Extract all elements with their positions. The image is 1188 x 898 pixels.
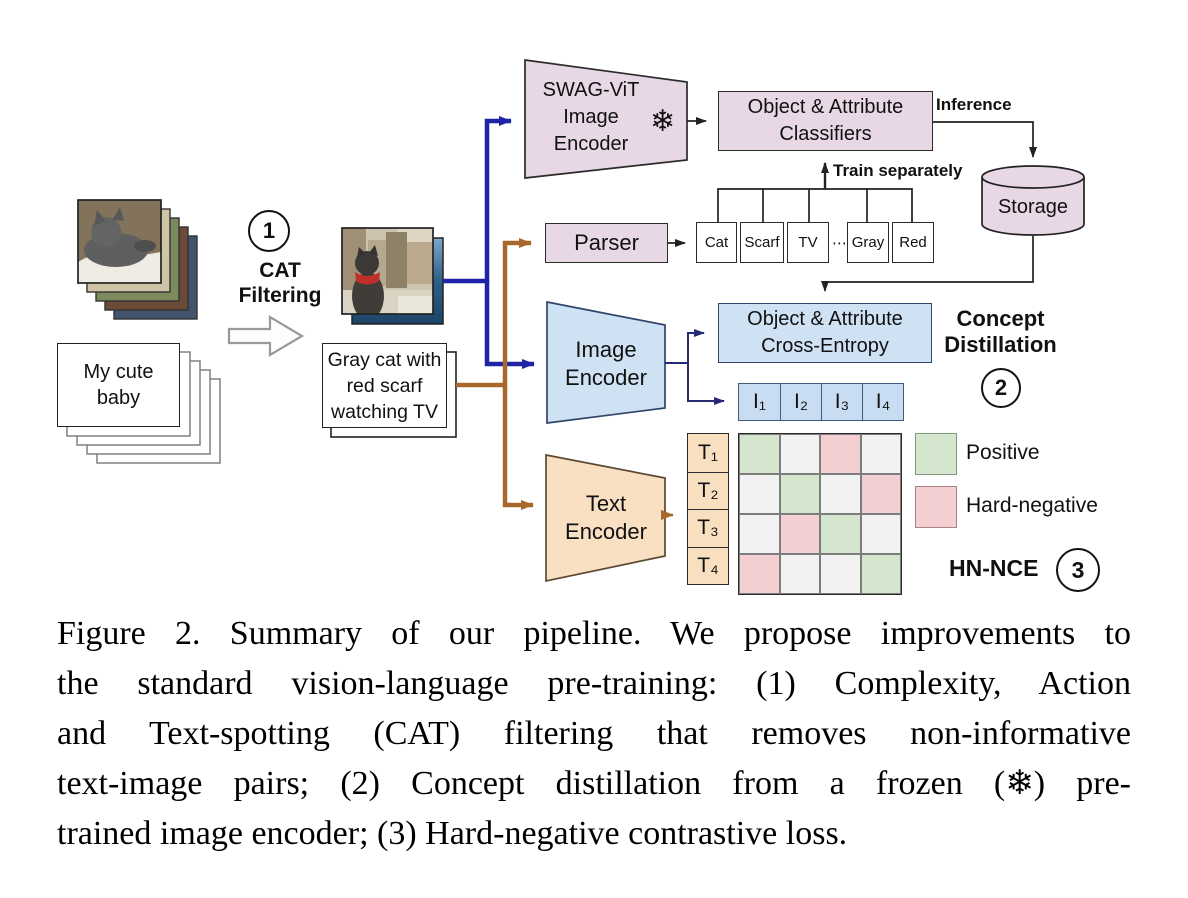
filtered-caption-line3: watching TV [331,400,438,423]
image-embedding-cell: I₄ [862,384,903,420]
text-encoder-line2: Encoder [565,519,647,544]
cross-entropy-line1: Object & Attribute [747,308,903,330]
storage-label: Storage [997,196,1069,218]
hard-negative-label: Hard-negative [966,494,1098,517]
matrix-cell-hard-negative [820,434,861,474]
matrix-cell [739,514,780,554]
step-1-badge [248,210,290,252]
image-embedding-cell: I₃ [821,384,862,420]
image-embedding-cell: I₁ [753,390,766,413]
filter-arrow-icon [229,317,302,355]
filtered-image-stack [342,228,443,324]
filtered-caption-card [322,343,447,428]
image-embedding-connectors [665,333,724,401]
input-text-line2: baby [96,387,141,409]
hn-nce-label: HN-NCE [949,555,1039,581]
matrix-cell [780,554,821,594]
swag-vit-encoder-label [527,77,655,158]
concept-chip: TV [787,222,829,263]
concept-chips-row [696,222,934,263]
caption-line: trained image encoder; (3) Hard-negative contrastive loss. [57,815,848,852]
input-text-line1: My cute [83,361,154,383]
cat-filtering-line2: Filtering [238,284,322,307]
concept-distillation-line1: Concept [956,306,1045,331]
text-encoder-label [547,490,665,546]
classifiers-line2: Classifiers [779,123,872,145]
cat-filtering-line1: CAT [259,259,301,282]
concept-distillation-line2: Distillation [944,332,1057,357]
concept-chip: Scarf [740,222,784,263]
matrix-cell-hard-negative [739,554,780,594]
matrix-cell [820,474,861,514]
similarity-matrix [738,433,902,595]
swag-line1: SWAG-ViT [542,79,640,101]
matrix-cell-positive [861,554,902,594]
text-encoder-line1: Text [585,491,627,516]
cat-filtering-label [230,258,330,308]
image-embeddings-row [738,383,904,421]
cat-photo [78,200,161,283]
filtered-caption-line1: Gray cat with [327,348,442,371]
image-embedding-cell: I₂ [780,384,821,420]
text-embedding-cell: T₂ [688,472,728,510]
input-photo-stack [78,200,197,319]
matrix-cell [739,474,780,514]
parser-box [545,223,668,263]
swag-line3: Encoder [553,133,629,155]
parser-label: Parser [574,230,639,255]
cross-entropy-line2: Cross-Entropy [761,335,889,357]
concept-chip: Gray [847,222,889,263]
frozen-snowflake-icon: ❄ [650,105,676,138]
matrix-cell [780,434,821,474]
object-attribute-classifiers-box [718,91,933,151]
matrix-cell-positive [780,474,821,514]
text-embedding-cell: T₁ [698,440,718,464]
step-3-number: 3 [1071,556,1085,583]
caption-line: Figure 2. Summary of our pipeline. We propose improvements to [57,615,1131,652]
input-text-card [57,343,180,427]
inference-label: Inference [936,95,1012,114]
classifiers-line1: Object & Attribute [747,96,904,118]
caption-line: the standard vision-language pre-training: (1) Complexity, Action [57,665,1131,702]
text-embedding-cell: T₃ [688,509,728,547]
step-2-badge [981,368,1021,408]
text-embedding-cell: T₄ [688,547,728,585]
image-encoder-line2: Encoder [565,365,647,390]
step-2-number: 2 [994,375,1008,400]
matrix-cell-positive [739,434,780,474]
hard-negative-swatch [915,486,957,528]
cat-watching-tv-photo [342,228,433,320]
matrix-cell [861,514,902,554]
figure-caption [57,609,1131,859]
filtered-caption-line2: red scarf [346,374,423,397]
concept-distillation-label [928,306,1073,358]
image-encoder-label [547,336,665,392]
step-1-number: 1 [262,218,276,243]
image-encoder-line1: Image [575,337,637,362]
matrix-cell-hard-negative [861,474,902,514]
text-embeddings-column [687,433,729,585]
concept-chip: Red [892,222,934,263]
ellipsis-label: ⋯ [832,234,847,252]
matrix-cell-positive [820,514,861,554]
positive-swatch [915,433,957,475]
step-3-badge [1056,548,1100,592]
caption-line: text-image pairs; (2) Concept distillation from a frozen (❄) pre- [57,765,1131,802]
concept-chip: Cat [696,222,737,263]
train-separately-label: Train separately [833,161,963,180]
cross-entropy-box [718,303,932,363]
caption-line: and Text-spotting (CAT) filtering that removes non-informative [57,715,1131,752]
matrix-cell [820,554,861,594]
positive-label: Positive [966,441,1040,464]
swag-line2: Image [563,106,619,128]
matrix-cell [861,434,902,474]
matrix-cell-hard-negative [780,514,821,554]
